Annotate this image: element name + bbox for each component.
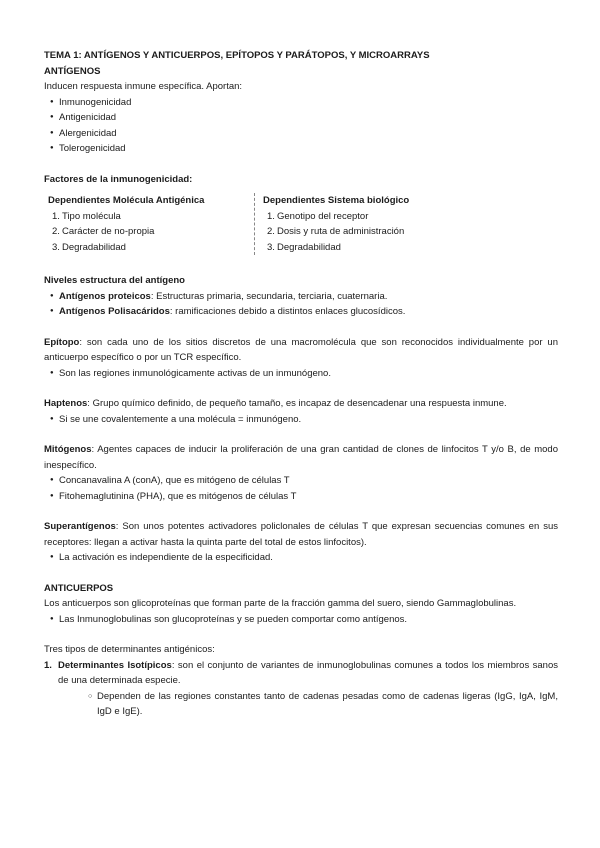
list-item: 1. Determinantes Isotípicos: son el conjunto de variantes de inmunoglobulinas comunes a todos los miembros sanos de una determinada especie. [44, 659, 559, 686]
column-heading: Dependientes Molécula Antigénica [48, 195, 205, 206]
haptenos-paragraph: Haptenos: Grupo químico definido, de pequeño tamaño, es incapaz de desencadenar una respuesta inmune. [44, 398, 507, 409]
list-item: 1. Tipo molécula [52, 210, 121, 222]
list-item: ● Fitohemaglutinina (PHA), que es mitógenos de células T [50, 489, 558, 505]
document-page [44, 48, 558, 720]
list-item: ● Alergenicidad [50, 126, 558, 142]
determinantes-list [44, 658, 558, 689]
page-title: TEMA 1: ANTÍGENOS Y ANTICUERPOS, EPÍTOPOS Y PARÁTOPOS, Y MICROARRAYS [44, 50, 430, 61]
superantigenos-paragraph: Superantígenos: Son unos potentes activadores policlonales de células T que expresan secuencias comunes en sus receptores: llegan a activar hasta la quinta parte del total de estos linfocitos). [44, 521, 558, 548]
list-item: ○ Dependen de las regiones constantes tanto de cadenas pesadas como de cadenas ligeras (IgG, IgA, IgM, IgD e IgE). [88, 689, 558, 720]
list-item: ● Antígenos Polisacáridos: ramificaciones debido a distintos enlaces glucosídicos. [50, 304, 558, 320]
list-item: 3. Degradabilidad [267, 241, 341, 253]
list-item: 2. Carácter de no-propia [52, 226, 155, 237]
mitogenos-paragraph: Mitógenos: Agentes capaces de inducir la proliferación de una gran cantidad de clones de linfocitos T y/o B, de modo inespecífico. [44, 444, 558, 471]
list-item: ● Tolerogenicidad [50, 141, 558, 157]
list-item: ● Antígenos proteicos: Estructuras primaria, secundaria, terciaria, cuaternaria. [50, 289, 558, 305]
niveles-list [44, 289, 558, 320]
list-item: ● Antigenicidad [50, 110, 558, 126]
list-item: ● Son las regiones inmunológicamente activas de un inmunógeno. [50, 366, 558, 382]
antigenos-heading: ANTÍGENOS [44, 65, 101, 77]
factores-columns [44, 193, 558, 255]
antigenos-list [44, 95, 558, 157]
niveles-heading: Niveles estructura del antígeno [44, 275, 185, 286]
list-item: 3. Degradabilidad [52, 241, 126, 253]
factores-column-molecula [44, 193, 255, 255]
list-item: ● Las Inmunoglobulinas son glucoproteínas y se pueden comportar como antígenos. [50, 612, 558, 628]
determinantes-intro: Tres tipos de determinantes antigénicos: [44, 644, 215, 655]
epitopo-paragraph: Epítopo: son cada uno de los sitios discretos de una macromolécula que son reconocidos individualmente por un anticuerpo específico o por un TCR específico. [44, 336, 558, 363]
anticuerpos-paragraph: Los anticuerpos son glicoproteínas que forman parte de la fracción gamma del suero, siendo Gammaglobulinas. [44, 598, 517, 609]
antigenos-intro: Inducen respuesta inmune específica. Aportan: [44, 81, 243, 92]
factores-column-sistema [255, 193, 409, 255]
list-item: 1. Genotipo del receptor [267, 210, 369, 222]
column-heading: Dependientes Sistema biológico [263, 195, 410, 206]
anticuerpos-heading: ANTICUERPOS [44, 582, 114, 594]
list-item: 2. Dosis y ruta de administración [267, 226, 405, 237]
list-item: ● Concanavalina A (conA), que es mitógeno de células T [50, 473, 558, 489]
factores-heading: Factores de la inmunogenicidad: [44, 173, 193, 185]
list-item: ● La activación es independiente de la especificidad. [50, 550, 558, 566]
list-item: ● Si se une covalentemente a una molécula = inmunógeno. [50, 412, 558, 428]
list-item: ● Inmunogenicidad [50, 95, 558, 111]
